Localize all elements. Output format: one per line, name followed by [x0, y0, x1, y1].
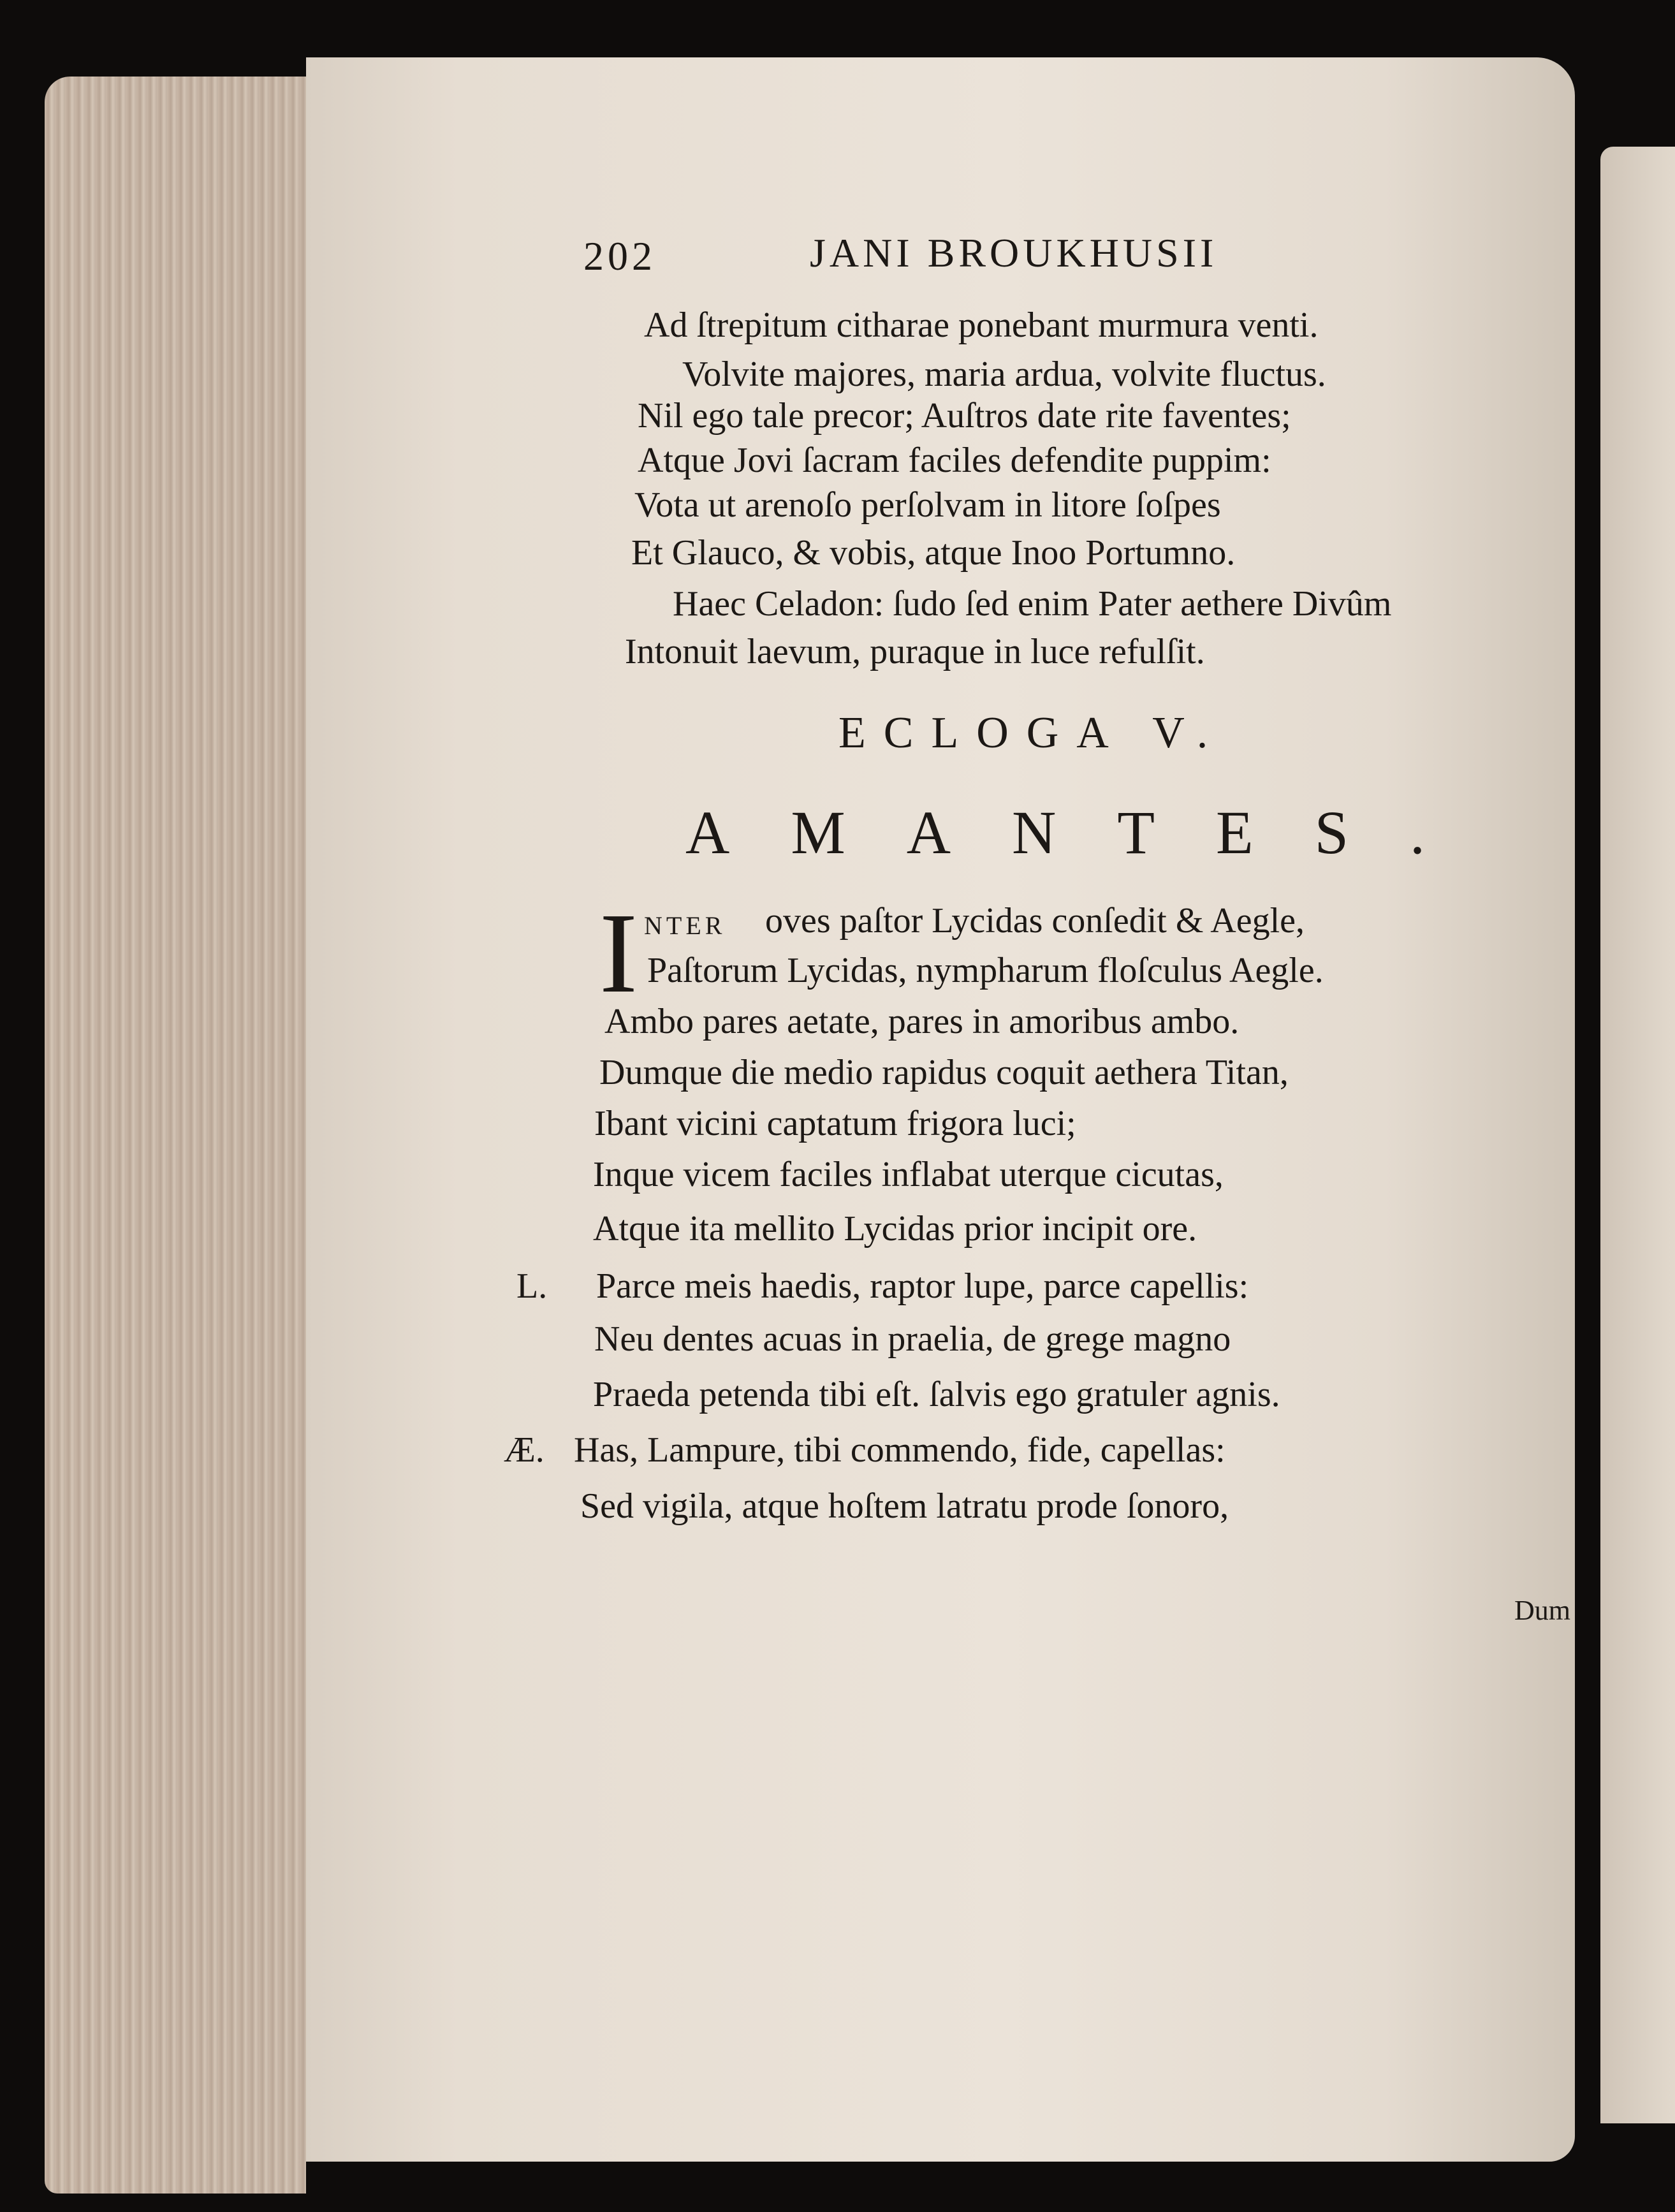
verse-line: Et Glauco, & vobis, atque Inoo Portumno. [631, 533, 1236, 573]
verse-line: Neu dentes acuas in praelia, de grege magno [594, 1319, 1231, 1359]
verse-line: Intonuit laevum, puraque in luce refulſit. [625, 632, 1205, 671]
verse-line: Atque ita mellito Lycidas prior incipit ore. [593, 1209, 1197, 1249]
verse-line: Atque Jovi ſacram faciles defendite puppim: [638, 441, 1271, 480]
verse-line: Vota ut arenoſo perſolvam in litore ſoſpes [634, 485, 1221, 525]
eclogue-title: AMANTES. [685, 798, 1487, 867]
speaker-label: Æ. [504, 1430, 545, 1470]
verse-line: Ibant vicini captatum frigora luci; [594, 1104, 1076, 1143]
verse-line: Praeda petenda tibi eſt. ſalvis ego gratuler agnis. [593, 1375, 1280, 1414]
verse-line: Ad ſtrepitum citharae ponebant murmura venti. [644, 305, 1319, 345]
small-caps-word: NTER [644, 911, 726, 940]
page-number: 202 [583, 233, 656, 279]
verse-line: Inque vicem faciles inflabat uterque cicutas, [593, 1155, 1224, 1194]
verse-line: Nil ego tale precor; Auſtros date rite faventes; [638, 396, 1291, 436]
verse-line: Haec Celadon: ſudo ſed enim Pater aethere Divûm [673, 584, 1392, 624]
catchword: Dum [1514, 1595, 1570, 1626]
verse-line: Parce meis haedis, raptor lupe, parce capellis: [596, 1266, 1249, 1306]
verse-line: Dumque die medio rapidus coquit aethera Titan, [599, 1053, 1289, 1092]
verse-line: Paſtorum Lycidas, nympharum floſculus Aegle. [647, 951, 1324, 990]
verse-line: Volvite majores, maria ardua, volvite fluctus. [682, 355, 1326, 394]
drop-cap: I [599, 890, 638, 1016]
facing-page-edge [1600, 147, 1675, 2123]
verse-line: Sed vigila, atque hoſtem latratu prode ſonoro, [580, 1486, 1229, 1526]
verse-line: Has, Lampure, tibi commendo, fide, capellas: [574, 1430, 1225, 1470]
eclogue-heading: ECLOGA V. [838, 708, 1226, 758]
page-edges [45, 77, 306, 2194]
verse-line: oves paſtor Lycidas conſedit & Aegle, [765, 901, 1305, 941]
running-title: JANI BROUKHUSII [810, 230, 1218, 275]
verse-line: Ambo pares aetate, pares in amoribus ambo. [604, 1002, 1240, 1041]
speaker-label: L. [516, 1266, 548, 1306]
